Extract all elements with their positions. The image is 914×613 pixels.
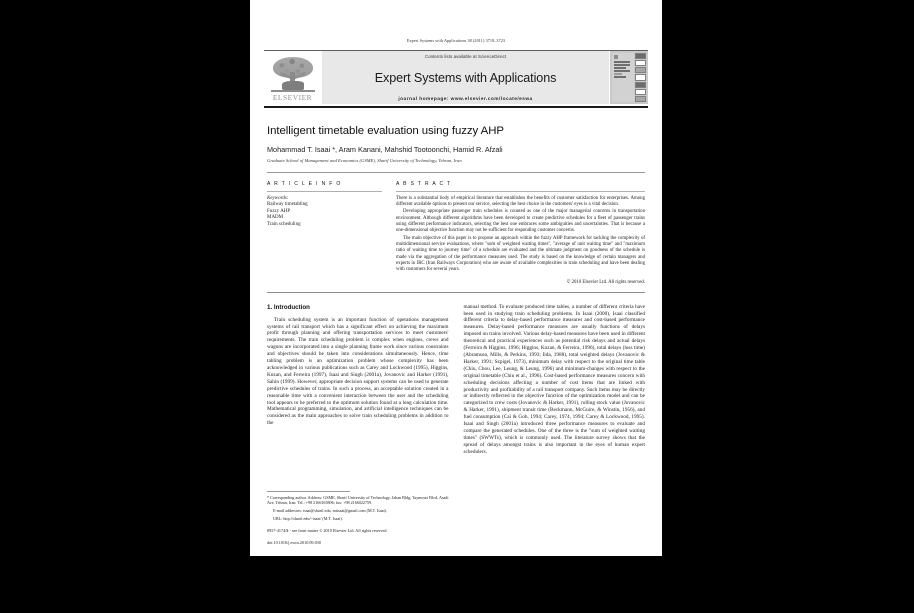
body-paragraph: Train scheduling system is an important function of operations management systems of rail transport which has a significant effect on achieving the maximum profit through planning and offering transportation services to meet customers' requirements. The train scheduling problem is complex when engines, crews and wagons are incorporated into a single planning frame work since various constraints and objectives should be taken into considerations simultaneously. Hence, time tabling problem is an optimization problem whose complexity has been acknowledged in various publications such as Carey and Lockwood (1995), Higgins, Kozan, and Ferreira (1997), Isaai and Singh (2001a), Jovanovic and Harker (1991), Sahin (1999). However, appropriate decision support systems can be used to generate predictive schedules of trains. In such a process, an acceptable solution created in a reasonable time with a convenient interaction between the user and the scheduling tool appears to be preferred to the optimum solution found at a long calculation time. Mathematical programming, simulation, and artificial intelligence techniques can be considered as the main approaches to solve train scheduling problems in addition to the [267, 316, 449, 427]
abstract-column [396, 181, 645, 285]
affiliation: Graduate School of Management and Economics (GSME), Sharif University of Technology, Tehran, Iran [267, 158, 462, 163]
elsevier-logo [264, 51, 321, 104]
keywords-label: Keywords: [267, 195, 289, 201]
abstract-paragraph: The main objective of this paper is to propose an approach within the fuzzy AHP framework for tackling the complexity of multidimensional service evaluations, where "sum of weighted waiting times", "average of unit waiting time" and "maximum ratio of waiting time to journey time" of a schedule are evaluated and the ultimate judgment on goodness of the schedule is made via the aggregation of the performance measures used. The study is based on the knowledge of certain managers and experts in IRC (Iran Railways Corporation) who are aware of available complexities in train scheduling and have been dealing with customers for several years. [396, 235, 645, 273]
body-column-right [464, 304, 646, 546]
masthead-rule [264, 106, 648, 108]
journal-name: Expert Systems with Applications [374, 71, 557, 85]
elsevier-tree-icon [271, 57, 315, 93]
page-title: Intelligent timetable evaluation using fuzzy AHP [267, 125, 504, 137]
pdf-page [250, 0, 662, 556]
info-abstract-area [267, 181, 645, 285]
keyword-item: Fuzzy AHP [267, 208, 291, 214]
body-columns [267, 304, 645, 546]
title-block [267, 125, 645, 163]
journal-masthead [264, 50, 648, 104]
corresponding-author-note: * Corresponding author. Address: GSME, Sharif University of Technology, Jahan Bldg, Taymouri Blvd, Asadi Ave, Tehran, Iran. Tel.: +98 2166165806; fax: +98 2166022759. [267, 495, 449, 506]
sciencedirect-contents-line: Contents lists available at ScienceDirect [424, 54, 507, 59]
title-rule [267, 172, 645, 173]
section-heading-introduction: 1. Introduction [267, 303, 310, 311]
abstract-rule [396, 191, 645, 192]
url-note: URL: http://sharif.edu/~isaai/ (M.T. Isaai). [273, 515, 343, 521]
article-info-column [267, 181, 382, 285]
copyright-line: © 2010 Elsevier Ltd. All rights reserved. [566, 279, 645, 285]
email-note: E-mail addresses: isaai@sharif.edu, mtisaai@gmail.com (M.T. Isaai). [273, 507, 387, 513]
doi-line: doi:10.1016/j.eswa.2010.09.030 [267, 540, 321, 546]
journal-homepage-line: journal homepage: www.elsevier.com/locate/eswa [398, 97, 533, 102]
article-info-rule [267, 191, 382, 192]
journal-cover-thumbnail [610, 51, 648, 104]
abstract-heading: A B S T R A C T [396, 181, 452, 187]
abstract-bottom-rule [267, 292, 645, 293]
keyword-item: Railway timetabling [267, 202, 308, 208]
abstract-paragraph: Developing appropriate passenger train schedules is counted as one of the major managerial concerns in transportation environment. Although different algorithms have been developed to create predictive schedules for a fleet of passenger trains using different performance indicators, selecting the best one embraces some ambiguities and uncertainties. That is because a one-dimensional objective function may not be sufficient for responding customer concerns. [396, 209, 645, 234]
elsevier-wordmark: ELSEVIER [272, 93, 313, 102]
running-head: Expert Systems with Applications 38 (2011) 3718–3723 [406, 38, 506, 43]
body-paragraph: manual method. To evaluate produced time tables, a number of different criteria have been used in studying train scheduling problems. In Isaai (2000), Isaai classified different criteria to delay-based performance measures and cost-based performance measures. Delay-based performance measures are usually functions of delays imposed on trains involved. Various delay-based measures have been used in different theoretical and practical experiences such as potential risk delays and actual delays (Ferreira & Higgins, 1996; Higgins, Kozan, & Ferreira, 1996), total delays (loss time) (Abramson, Mills, & Perkins, 1993; Iida, 1988), total weighted delays (Jovanovic & Harker, 1991; Szpigel, 1973), minimum delay with respect to the original time table (Chiu, Chou, Lee, Leung, & Leung, 1996) and minimum-changes with respect to the original timetable (Chiu et al., 1996). Cost-based performance measures concern with scheduling decisions affecting a number of cost items that are linked with productivity and profitability of a rail transport company. Such items may be directly or indirectly reflected in the objective function of the optimization model and can be categorized to crew costs (Jovanovic & Harker, 1991), rolling stock value (Jovanovic & Harker, 1991), shipment transit time (Beckmann, McGuire, & Winstin, 1956), and fuel consumption (Cai & Goh, 1994; Carey, 1974, 1994; Carey & Lockwood, 1995). Isaai and Singh (2001a) introduced three performance measures to evaluate and compare the generated schedules. One of the three is the "sum of weighted waiting times" (SWWTs), which is commonly used. The literature survey shows that the spread of delays amongst trains is also important in the eyes of human expert schedulers. [463, 303, 645, 455]
author-list: Mohammad T. Isaai *, Aram Kanani, Mahshid Tootoonchi, Hamid R. Afzali [267, 145, 503, 154]
footnote-area [267, 491, 449, 546]
article-info-heading: A R T I C L E I N F O [267, 181, 342, 187]
journal-band [321, 51, 610, 104]
body-column-left [267, 304, 449, 546]
issn-line: 0957-4174/$ - see front matter © 2010 Elsevier Ltd. All rights reserved. [267, 527, 388, 533]
keyword-item: MADM [267, 215, 284, 221]
keyword-item: Train scheduling [267, 221, 301, 227]
abstract-paragraph: There is a substantial body of empirical literature that establishes the benefits of customer satisfaction for enterprises. Among different available options to present our service, selecting the best choice in the customers' eyes is a vital decision. [396, 195, 645, 207]
footnote-rule [267, 491, 350, 492]
